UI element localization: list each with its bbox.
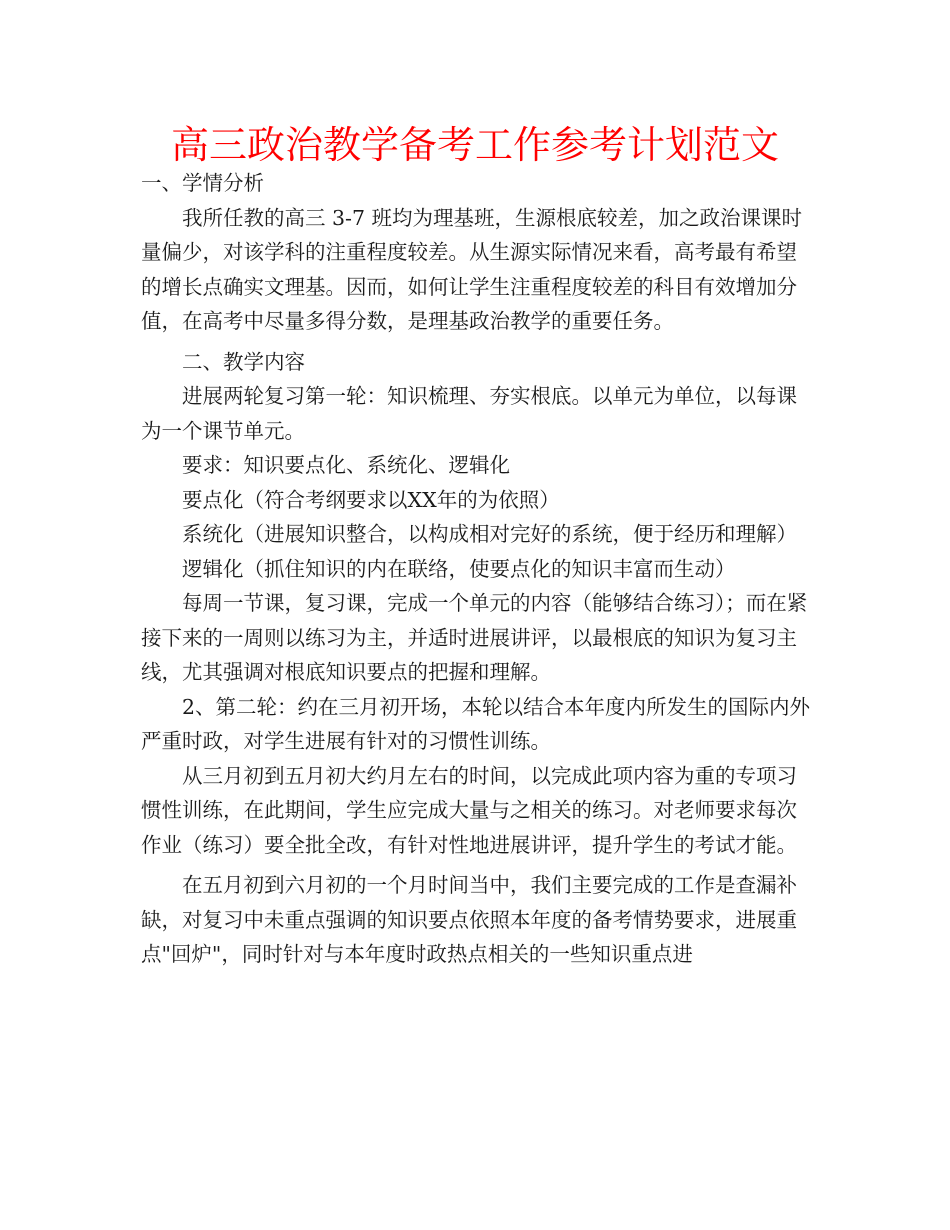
document-title: 高三政治教学备考工作参考计划范文 bbox=[170, 123, 779, 167]
paragraph-first-round: 进展两轮复习第一轮：知识梳理、夯实根底。以单元为单位，以每课为一个课节单元。 bbox=[141, 384, 797, 443]
paragraph-second-round: 2、第二轮：约在三月初开场，本轮以结合本年度内所发生的国际内外严重时政，对学生进展有针对的习惯性训练。 bbox=[141, 694, 811, 753]
section-heading-teaching-content: 二、教学内容 bbox=[182, 349, 305, 374]
paragraph-systematization: 系统化（进展知识整合，以构成相对完好的系统，便于经历和理解） bbox=[182, 522, 797, 546]
section-heading-learning-analysis: 一、学情分析 bbox=[141, 171, 264, 195]
paragraph-learning-analysis: 我所任教的高三 3-7 班均为理基班，生源根底较差，加之政治课课时量偏少，对该学科的注重程度较差。从生源实际情况来看，高考最有希望的增长点确实文理基。因而，如何让学生注重程度较差的科目有效增加分值，在高考中尽量多得分数，是理基政治教学的重要任务。 bbox=[141, 205, 803, 333]
paragraph-special-training: 从三月初到五月初大约月左右的时间，以完成此项内容为重的专项习惯性训练，在此期间，学生应完成大量与之相关的练习。对老师要求每次作业（练习）要全批全改，有针对性地进展讲评，提升学生的考试才能。 bbox=[141, 763, 797, 857]
paragraph-review-gaps: 在五月初到六月初的一个月时间当中，我们主要完成的工作是查漏补缺，对复习中未重点强调的知识要点依照本年度的备考情势要求，进展重点"回炉"，同时针对与本年度时政热点相关的一些知识重点进 bbox=[141, 873, 797, 966]
paragraph-requirements: 要求：知识要点化、系统化、逻辑化 bbox=[182, 453, 510, 477]
document-body bbox=[141, 166, 811, 972]
paragraph-logic: 逻辑化（抓住知识的内在联络，使要点化的知识丰富而生动） bbox=[182, 556, 736, 581]
paragraph-key-points: 要点化（符合考纲要求以XX年的为依照） bbox=[182, 487, 560, 512]
paragraph-weekly-plan: 每周一节课，复习课，完成一个单元的内容（能够结合练习）；而在紧接下来的一周则以练习为主，并适时进展讲评，以最根底的知识为复习主线，尤其强调对根底知识要点的把握和理解。 bbox=[141, 591, 808, 684]
